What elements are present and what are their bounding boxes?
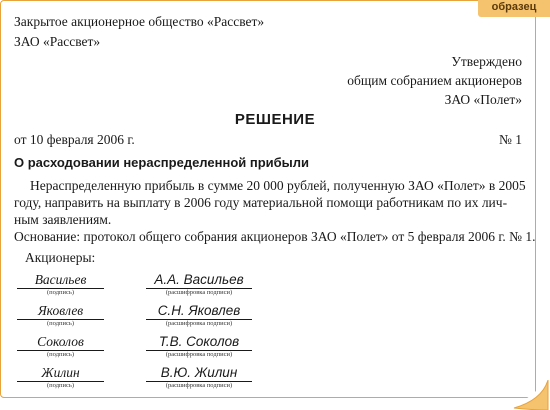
- signature-caption: (подпись): [47, 382, 74, 389]
- name-caption: (расшифровка подписи): [165, 351, 233, 358]
- signer-name: А.А. Васильев: [146, 272, 252, 289]
- document-title: РЕШЕНИЕ: [234, 111, 316, 128]
- signer-name: Т.В. Соколов: [146, 334, 252, 351]
- signature: Васильев: [17, 272, 104, 289]
- sample-stamp: образец: [478, 0, 550, 17]
- basis-line: Основание: протокол общего собрания акционеров ЗАО «Полет» от 5 февраля 2006 г. № 1.: [14, 229, 536, 244]
- body-line-3: ным заявлениям.: [14, 212, 112, 227]
- signature: Яковлев: [17, 303, 104, 320]
- approval-line-3: ЗАО «Полет»: [444, 92, 522, 107]
- document-date: от 10 февраля 2006 г.: [14, 132, 135, 147]
- signer-name: В.Ю. Жилин: [146, 365, 252, 382]
- name-caption: (расшифровка подписи): [165, 320, 233, 327]
- signature-caption: (подпись): [47, 351, 74, 358]
- page-fold-corner: [512, 380, 550, 410]
- name-caption: (расшифровка подписи): [165, 382, 233, 389]
- document-number: № 1: [498, 132, 522, 147]
- body-line-1: Нераспределенную прибыль в сумме 20 000 рублей, полученную ЗАО «Полет» в 2005: [30, 178, 526, 193]
- approval-line-1: Утверждено: [451, 54, 522, 69]
- approval-line-2: общим собранием акционеров: [347, 73, 522, 88]
- signature-caption: (подпись): [47, 320, 74, 327]
- company-short-name: ЗАО «Рассвет»: [14, 34, 101, 49]
- shareholders-label: Акционеры:: [25, 250, 96, 265]
- name-caption: (расшифровка подписи): [165, 289, 233, 296]
- signature: Жилин: [17, 365, 104, 382]
- signature: Соколов: [17, 334, 104, 351]
- body-line-2: году, направить на выплату в 2006 году материальной помощи работникам по их лич-: [14, 195, 508, 210]
- signer-name: С.Н. Яковлев: [146, 303, 252, 320]
- company-full-name: Закрытое акционерное общество «Рассвет»: [14, 14, 265, 29]
- signature-caption: (подпись): [47, 289, 74, 296]
- document-subject: О расходовании нераспределенной прибыли: [14, 155, 310, 170]
